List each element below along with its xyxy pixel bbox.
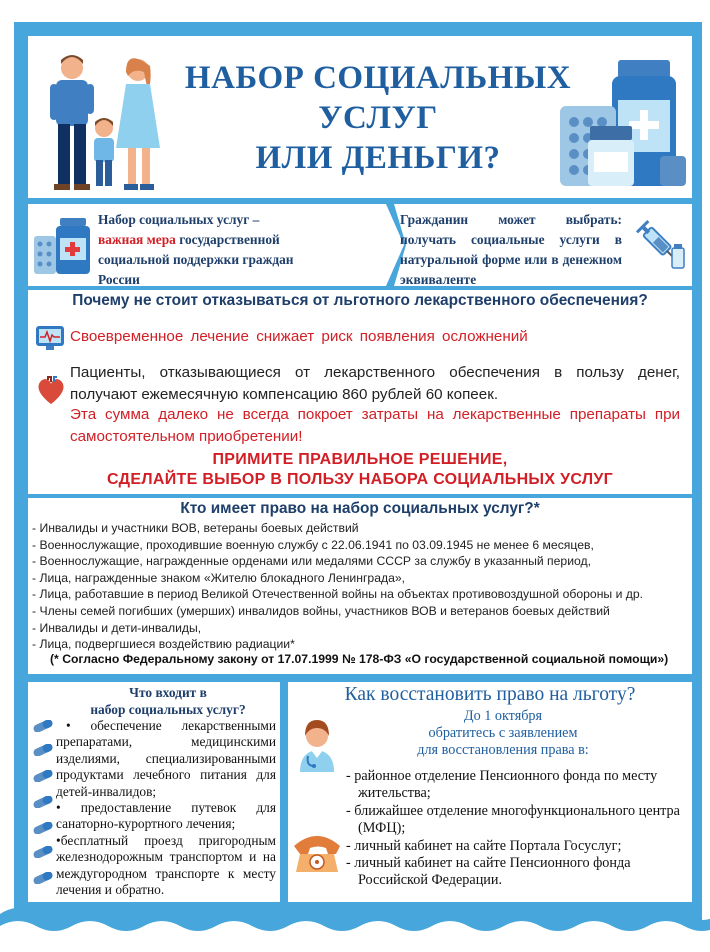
why-panel — [28, 290, 692, 494]
capsule-icon — [32, 846, 54, 858]
law-footnote: (* Согласно Федеральному закону от 17.07.1999 № 178-ФЗ «О государственной социальной помощи») — [50, 652, 669, 666]
why-point-3: Эта сумма далеко не всегда покроет затраты на лекарственные препараты при самостоятельном приобретении! — [70, 406, 680, 445]
medicine-bottles-icon — [34, 216, 94, 276]
restore-list — [346, 768, 690, 890]
list-item: - Военнослужащие, проходившие военную службу с 22.06.1941 по 03.09.1945 не менее 6 месяцев, — [32, 537, 594, 552]
why-point-2: Пациенты, отказывающиеся от лекарственного обеспечения в пользу денег, получают ежемесячную компенсацию 860 рублей 60 копеек. — [70, 364, 680, 403]
intro-left-red: важная мера — [98, 232, 176, 247]
list-item: - Инвалиды и участники ВОВ, ветераны боевых действий — [32, 521, 359, 535]
title-line-3: ИЛИ ДЕНЬГИ? — [255, 140, 501, 176]
heart-icon — [36, 376, 66, 406]
who-list — [32, 520, 688, 653]
capsule-icon — [32, 770, 54, 782]
list-item: - личный кабинет на сайте Портала Госуслуг; — [346, 837, 622, 854]
heart-monitor-icon — [36, 326, 64, 352]
family-icon — [38, 50, 168, 196]
includes-body — [56, 718, 276, 898]
includes-item-2: • предоставление путевок для санаторно-курортного лечения; — [56, 800, 276, 832]
syringe-icon — [634, 218, 686, 270]
capsule-icon — [32, 796, 54, 808]
who-question: Кто имеет право на набор социальных услуг?* — [180, 500, 540, 517]
list-item: - районное отделение Пенсионного фонда по месту жительства; — [346, 768, 658, 802]
intro-left-text — [98, 210, 308, 290]
includes-title — [68, 684, 268, 718]
restore-title: Как восстановить право на льготу? — [344, 684, 636, 705]
capsule-icon — [32, 744, 54, 756]
includes-title-line-1: Что входит в — [129, 685, 207, 700]
doctor-icon — [294, 716, 340, 772]
restore-deadline: До 1 октября — [463, 708, 543, 724]
list-item: - Военнослужащие, награжденные орденами или медалями СССР за службу в указанный период, — [32, 554, 592, 569]
who-panel — [28, 498, 692, 674]
includes-panel — [28, 682, 280, 902]
includes-item-3: •бесплатный проезд пригородным железнодорожным транспортом и на междугородном транспорте к месту лечения и обратно. — [56, 832, 276, 898]
medicine-bottles-icon — [560, 56, 688, 190]
title-line-2: УСЛУГ — [318, 100, 438, 136]
title-line-1: НАБОР СОЦИАЛЬНЫХ — [184, 60, 572, 96]
why-question: Почему не стоит отказываться от льготного лекарственного обеспечения? — [72, 292, 648, 309]
capsule-icon — [32, 872, 54, 884]
title-panel — [28, 36, 692, 198]
list-item: - Лица, награжденные знаком «Жителю блокадного Ленинграда», — [32, 570, 406, 585]
list-item: - личный кабинет на сайте Пенсионного фонда Российской Федерации. — [346, 855, 631, 889]
restore-sub-2: обратитесь с заявлением — [428, 725, 578, 741]
restore-panel — [288, 682, 692, 902]
why-call-to-action — [28, 450, 692, 490]
telephone-icon — [292, 832, 342, 874]
restore-sub-3: для восстановления права в: — [417, 742, 589, 758]
capsule-icon — [32, 720, 54, 732]
capsule-icon — [32, 822, 54, 834]
list-item: - Лица, подвергшиеся воздействию радиации* — [32, 637, 295, 652]
list-item: - Члены семей погибших (умерших) инвалидов войны, участников ВОВ и ветеранов боевых действий — [32, 603, 610, 618]
list-item: - Инвалиды и дети-инвалиды, — [32, 620, 202, 635]
intro-strip — [28, 204, 692, 286]
why-point-1: Своевременное лечение снижает риск появления осложнений — [70, 328, 528, 345]
intro-left-pre: Набор социальных услуг – — [98, 212, 260, 227]
bottom-wave-decoration — [0, 900, 710, 952]
restore-subtitle — [388, 708, 618, 759]
intro-right-text: Гражданин может выбрать: получать социальные услуги в натуральной форме или в денежном эквиваленте — [400, 212, 622, 287]
cta-line-2: СДЕЛАЙТЕ ВЫБОР В ПОЛЬЗУ НАБОРА СОЦИАЛЬНЫХ УСЛУГ — [107, 471, 613, 488]
includes-title-line-2: набор социальных услуг? — [90, 702, 246, 717]
page-title — [168, 58, 588, 178]
list-item: - Лица, работавшие в период Великой Отечественной войны на объектах противовоздушной обороны и др. — [32, 587, 644, 602]
list-item: - ближайшее отделение многофункционального центра (МФЦ); — [346, 802, 680, 837]
cta-line-1: ПРИМИТЕ ПРАВИЛЬНОЕ РЕШЕНИЕ, — [212, 451, 508, 468]
includes-item-1: • обеспечение лекарственными препаратами, медицинскими изделиями, специализированными продуктами лечебного питания для детей-инвалидов; — [56, 718, 276, 799]
intro-left-post: государственной социальной поддержки граждан России — [98, 232, 294, 287]
